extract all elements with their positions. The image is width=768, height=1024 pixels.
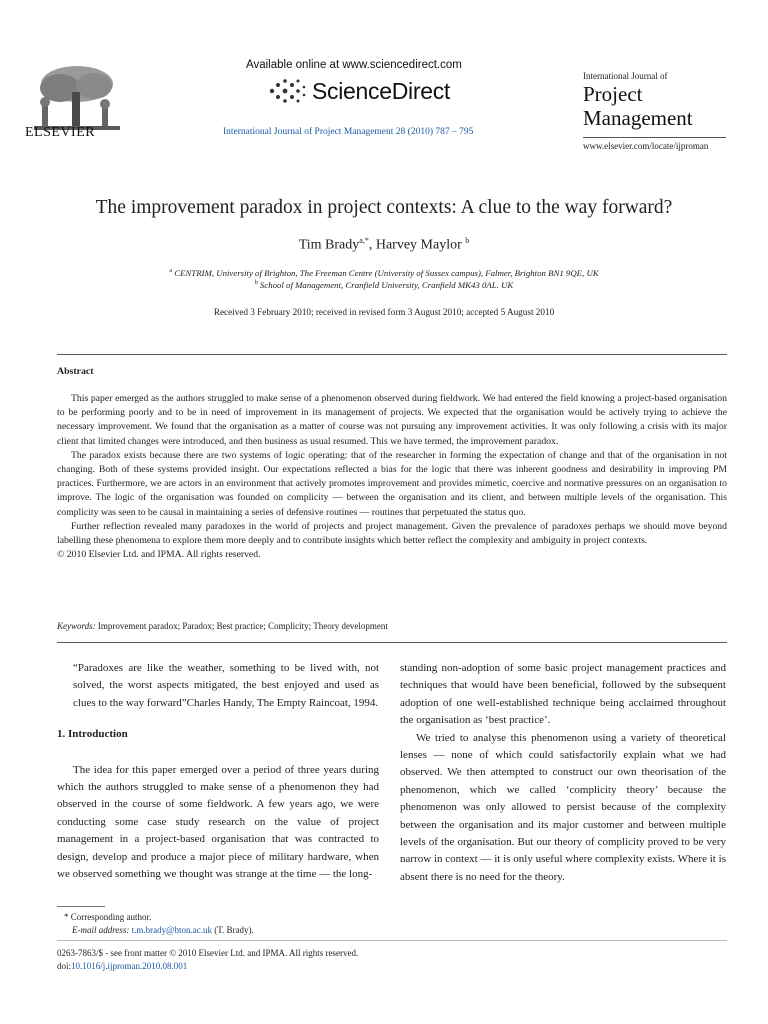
keywords-label: Keywords: bbox=[57, 621, 96, 631]
affiliation-b-mark: b bbox=[254, 280, 258, 287]
email-name: (T. Brady). bbox=[214, 925, 254, 935]
abstract-body bbox=[57, 392, 727, 562]
intro-paragraph-1-cont: standing non-adoption of some basic project management practices and techniques that would have been beneficial, followed by the subsequent adoption of one well-established technique being acclaimed throughout the organisation as ‘best practice’. bbox=[400, 662, 726, 727]
keywords-text: Improvement paradox; Paradox; Best practice; Complicity; Theory development bbox=[97, 621, 388, 631]
author-maylor-affil-mark[interactable]: b bbox=[465, 236, 470, 245]
abstract-paragraph-2: The paradox exists because there are two systems of logic operating: that of the researcher in forming the expectation of change and that of the organisation in not changing. Both of these systems provided insight. Our expectations reflected a bias for the logic that there was inherent goodness and desirability in improving PM practices. Furthermore, we are actors in an environment that actively promotes improvement and provides mimetic, coercive and normative pressures on an organisation to improve. The logic of the organisation was founded on complicity — between the organisation and its client, and between multiple levels of the organisation. This complicity was seen to be causal in maintaining a series of defensive routines — routines that perpetuated the status quo. bbox=[57, 449, 727, 518]
sciencedirect-dots-icon bbox=[266, 77, 310, 105]
doi-link[interactable]: 10.1016/j.ijproman.2010.08.001 bbox=[71, 961, 188, 971]
epigraph: “Paradoxes are like the weather, something to be lived with, not solved, the worst aspects mitigated, the best enjoyed and used as clues to the way forward”Charles Handy, The Empty Raincoat, 1994. bbox=[73, 662, 379, 709]
affiliation-a bbox=[0, 268, 768, 278]
sciencedirect-logo[interactable] bbox=[266, 77, 450, 105]
publisher-name: ELSEVIER bbox=[25, 125, 96, 140]
article-title: The improvement paradox in project contexts: A clue to the way forward? bbox=[95, 197, 673, 218]
abstract-copyright: © 2010 Elsevier Ltd. and IPMA. All rights reserved. bbox=[57, 549, 261, 561]
intro-paragraph-1: The idea for this paper emerged over a period of three years during which the authors struggled to make sense of a phenomenon they had observed in the course of some fieldwork. A few years ago, we were conducting some case study research on the value of project management in a project-based organisation that was contracted to design, develop and produce a major piece of military hardware, when we observed something we thought was strange at the time — the long- bbox=[57, 763, 379, 881]
right-column bbox=[400, 660, 726, 886]
journal-url-link[interactable]: www.elsevier.com/locate/ijproman bbox=[583, 141, 709, 151]
affiliation-a-text: CENTRIM, University of Brighton, The Freeman Centre (University of Sussex campus), Falmer, Brighton BN1 9QE, UK bbox=[174, 268, 599, 278]
corresponding-author-note bbox=[64, 912, 151, 922]
journal-citation-link[interactable]: International Journal of Project Management 28 (2010) 787 – 795 bbox=[223, 127, 474, 137]
affiliation-a-mark: a bbox=[169, 268, 172, 275]
author-maylor: , Harvey Maylor bbox=[368, 237, 462, 253]
author-brady: Tim Brady bbox=[298, 237, 360, 253]
issn-line: 0263-7863/$ - see front matter © 2010 Elsevier Ltd. and IPMA. All rights reserved. bbox=[57, 948, 359, 958]
masthead-rule bbox=[583, 137, 726, 138]
received-dates: Received 3 February 2010; received in revised form 3 August 2010; accepted 5 August 2010 bbox=[213, 307, 555, 317]
journal-masthead bbox=[583, 71, 693, 129]
footer-rule bbox=[57, 940, 727, 941]
corresponding-text: Corresponding author. bbox=[70, 912, 152, 922]
author-brady-affil-mark[interactable]: a,* bbox=[359, 236, 369, 245]
abstract-paragraph-3: Further reflection revealed many paradoxes in the world of projects and project management. Given the prevalence of paradoxes perhaps we should move beyond labelling these phenomena to explore them more deeply and to contribute insights which better reflect the complexity and ambiguity in project contexts. bbox=[57, 520, 727, 547]
email-label: E-mail address: bbox=[72, 925, 130, 935]
email-note bbox=[72, 925, 254, 935]
abstract-top-rule bbox=[57, 354, 727, 355]
keywords-bottom-rule bbox=[57, 642, 727, 643]
journal-name-line1: Project bbox=[583, 82, 643, 106]
sciencedirect-wordmark: ScienceDirect bbox=[312, 77, 450, 104]
journal-name-line2: Management bbox=[583, 106, 693, 130]
corresponding-mark: * bbox=[64, 912, 69, 922]
affiliation-b-text: School of Management, Cranfield University, Cranfield MK43 0AL. UK bbox=[259, 280, 514, 290]
journal-name-small: International Journal of bbox=[583, 71, 668, 81]
author-line bbox=[0, 236, 768, 254]
available-online-text[interactable]: Available online at www.sciencedirect.com bbox=[246, 59, 462, 71]
keywords-line bbox=[57, 621, 388, 631]
doi-label: doi: bbox=[57, 961, 72, 971]
abstract-paragraph-1: This paper emerged as the authors struggled to make sense of a phenomenon observed during fieldwork. We had entered the field knowing a project-based organisation to be performing poorly and to be in need of improvement in its management of projects. We expected that the organisation would be actively trying to achieve the necessary improvement. We found that the organisation as a matter of course was not pursuing any improvement activities. It was only following a crisis with its major client that limited changes were introduced, and then business as usual resumed. This we have termed, the improvement paradox. bbox=[57, 393, 727, 447]
affiliation-b bbox=[0, 280, 768, 290]
doi-line bbox=[57, 961, 187, 971]
footnote-rule bbox=[57, 906, 105, 907]
left-column bbox=[57, 660, 379, 883]
intro-paragraph-2: We tried to analyse this phenomenon using a variety of theoretical lenses — none of which could satisfactorily explain what we had observed. We then attempted to construct our own theorisation of the phenomenon, which we called ‘complicity theory’ because the phenomenon was only allowed to persist because of the complexity between the organisation and its major customer and between multiple levels of the organisation. But our theory of complicity proved to be very narrow in context — it is only useful where complexity exists. Where it is absent there is no need for the theory. bbox=[400, 731, 726, 883]
abstract-heading: Abstract bbox=[57, 366, 94, 377]
section-1-heading: 1. Introduction bbox=[57, 728, 128, 741]
email-link[interactable]: t.m.brady@bton.ac.uk bbox=[131, 925, 212, 935]
